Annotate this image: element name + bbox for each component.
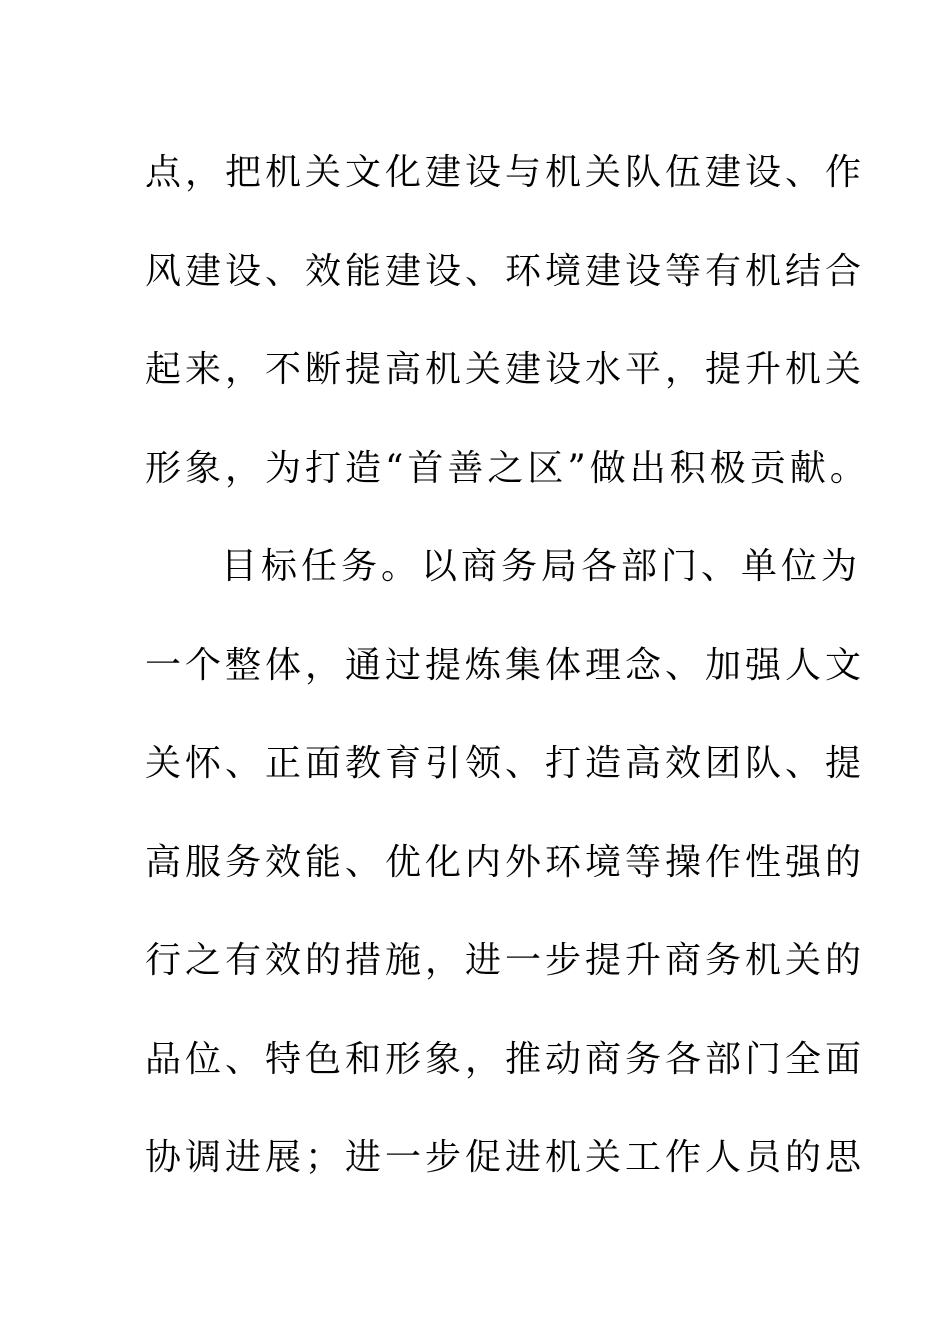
- text-line: 行之有效的措施，进一步提升商务机关的: [145, 940, 866, 981]
- text-line: 关怀、正面教育引领、打造高效团队、提: [145, 743, 866, 784]
- text-line: 高服务效能、优化内外环境等操作性强的: [145, 841, 866, 883]
- paragraph-1: [145, 124, 870, 518]
- text-line: 协调进展；进一步促进机关工作人员的思: [145, 1137, 866, 1178]
- document-body: [145, 124, 870, 1208]
- text-line: 品位、特色和形象，推动商务各部门全面: [145, 1038, 866, 1080]
- text-line: 一个整体，通过提炼集体理念、加强人文: [145, 644, 866, 686]
- text-line: 目标任务。以商务局各部门、单位为: [221, 546, 862, 587]
- text-line: 起来，不断提高机关建设水平，提升机关: [145, 349, 866, 390]
- text-line: 形象，为打造“首善之区”做出积极贡献。: [145, 447, 870, 489]
- paragraph-2: [145, 518, 866, 1208]
- text-line: 点，把机关文化建设与机关队伍建设、作: [145, 152, 866, 193]
- text-line: 风建设、效能建设、环境建设等有机结合: [145, 250, 866, 292]
